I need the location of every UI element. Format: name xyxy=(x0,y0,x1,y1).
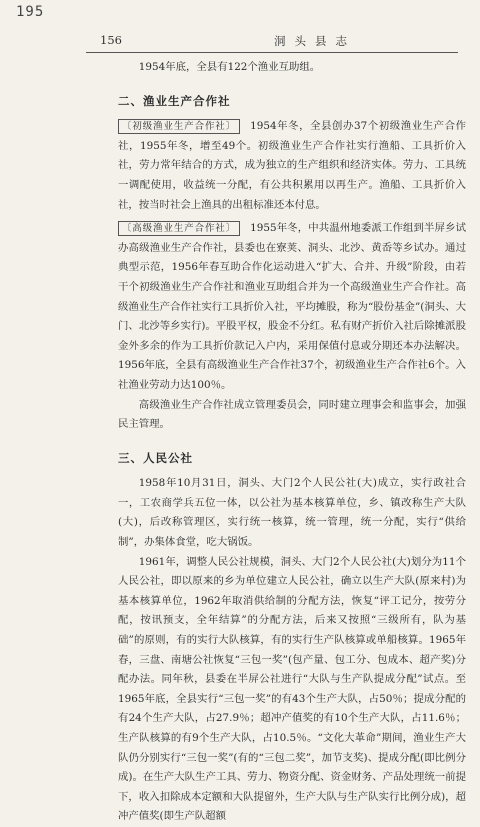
boxed-term-advanced-coop: 〔高级渔业生产合作社〕 xyxy=(118,221,240,236)
paragraph-coop-management: 高级渔业生产合作社成立管理委员会，同时建立理事会和监事会，加强民主管理。 xyxy=(118,398,466,431)
section-heading-peoples-commune: 三、人民公社 xyxy=(118,450,193,465)
paragraph-primary-coop xyxy=(118,117,466,215)
book-title: 洞头县志 xyxy=(274,34,356,48)
section-heading-fishery-coop: 二、渔业生产合作社 xyxy=(118,93,231,108)
handwritten-page-note: 195 xyxy=(16,4,45,20)
paragraph-mutual-aid-groups: 1954年底，全县有122个渔业互助组。 xyxy=(138,61,321,73)
paragraph-commune-1958: 1958年10月31日，洞头、大门2个人民公社(大)成立，实行政社合一，工农商学兵五位一体，以公社为基本核算单位，乡、镇改称生产大队(大)，后改称管理区，实行统一核算，统一管理，统一分配，实行“供给制”，办集体食堂，吃大锅饭。 xyxy=(118,477,466,549)
page-number: 156 xyxy=(100,33,122,47)
page-body xyxy=(118,58,466,827)
header-rule xyxy=(86,52,458,53)
paragraph-advanced-coop xyxy=(118,219,466,395)
paragraph-commune-1961: 1961年，调整人民公社规模，洞头、大门2个人民公社(大)划分为11个人民公社，即以原来的乡为单位建立人民公社，确立以生产大队(原来村)为基本核算单位，1962年取消供给制的分配方法，恢复“评工记分，按劳分配，按讯预支，全年结算”的分配方法，后来又按照“三级所有，队为基础”的原则，有的实行大队核算，有的实行生产队核算或单船核算。1965年春，三盘、南塘公社恢复“三包一奖”(包产量、包工分、包成本、超产奖)分配办法。同年秋，县委在半屏公社进行“大队与生产队提成分配”试点。至1965年底，全县实行“三包一奖”的有43个生产大队，占50％；提成分配的有24个生产大队，占27.9％；超冲产值奖的有10个生产大队，占11.6％；生产队核算的有9个生产大队，占10.5％。“文化大革命”期间，渔业生产大队仍分别实行“三包一奖”(有的“三包二奖”，加节支奖)、提成分配(即比例分成)。在生产大队生产工具、劳力、物资分配、资金财务、产品处理统一前提下，收入扣除成本定额和大队提留外，生产大队与生产队实行比例分成)，超冲产值奖(即生产队超额 xyxy=(118,555,466,823)
boxed-term-primary-coop: 〔初级渔业生产合作社〕 xyxy=(118,119,240,134)
paragraph-primary-coop-text: 1954年冬，全县创办37个初级渔业生产合作社，1955年冬，增至49个。初级渔业生产合作社实行渔船、工具折价入社，劳力常年结合的方式，成为独立的生产组织和经济实体。劳力、工具统一调配使用，收益统一分配，有公共积累用以再生产。渔船、工具折价入社，按当时社会上渔具的出租标准还本付息。 xyxy=(118,120,466,211)
paragraph-advanced-coop-text: 1955年冬，中共温州地委派工作组到半屏乡试办高级渔业生产合作社，县委也在寮荚、洞头、北沙、黄岙等乡试办。通过典型示范，1956年春互助合作化运动进入“扩大、合并、升级”阶段，由若干个初级渔业生产合作社和渔业互助组合并为一个高级渔业生产合作社。高级渔业生产合作社实行工具折价入社，平均摊股，称为“股份基金”(洞头、大门、北沙等乡实行)。平股平权，股金不分红。私有财产折价入社后除摊派股金外多余的作为工具折价款记入户内，采用保值付息或分期还本办法解决。1956年底，全县有高级渔业生产合作社37个，初级渔业生产合作社6个。入社渔业劳动力达100％。 xyxy=(118,222,466,391)
